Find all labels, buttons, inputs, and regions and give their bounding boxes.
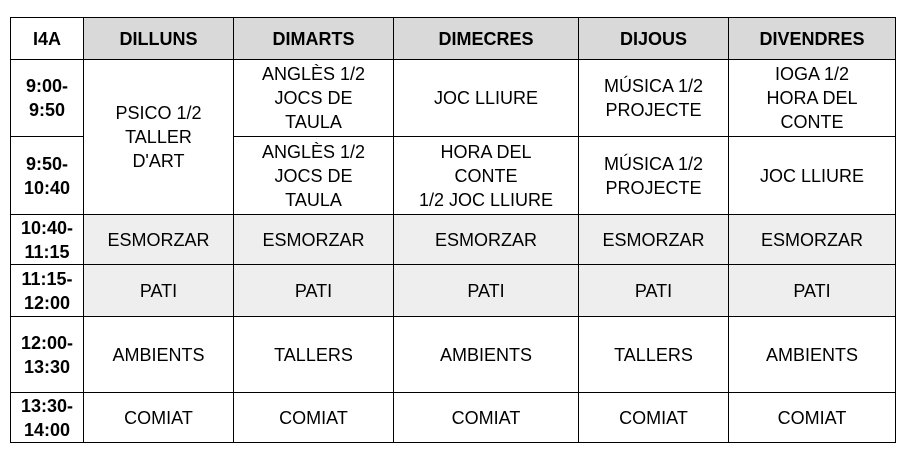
schedule-cell: MÚSICA 1/2 PROJECTE — [579, 60, 729, 137]
class-label: I4A — [11, 18, 84, 60]
schedule-cell: PATI — [394, 265, 579, 317]
schedule-cell: COMIAT — [729, 393, 896, 443]
schedule-cell: IOGA 1/2 HORA DEL CONTE — [729, 60, 896, 137]
schedule-cell: AMBIENTS — [729, 317, 896, 393]
schedule-cell: TALLERS — [579, 317, 729, 393]
schedule-cell: ESMORZAR — [234, 215, 394, 265]
table-row — [11, 317, 896, 393]
day-header-dilluns: DILLUNS — [84, 18, 234, 60]
schedule-cell: COMIAT — [234, 393, 394, 443]
schedule-cell: ESMORZAR — [394, 215, 579, 265]
schedule-cell: PATI — [234, 265, 394, 317]
schedule-cell: COMIAT — [579, 393, 729, 443]
schedule-cell: COMIAT — [394, 393, 579, 443]
day-header-dimecres: DIMECRES — [394, 18, 579, 60]
schedule-cell: PATI — [729, 265, 896, 317]
schedule-cell: MÚSICA 1/2 PROJECTE — [579, 137, 729, 215]
table-row — [11, 60, 896, 137]
schedule-cell: PATI — [84, 265, 234, 317]
schedule-cell: ESMORZAR — [579, 215, 729, 265]
header-row — [11, 18, 896, 60]
day-header-dijous: DIJOUS — [579, 18, 729, 60]
schedule-cell: JOC LLIURE — [729, 137, 896, 215]
schedule-cell: COMIAT — [84, 393, 234, 443]
schedule-cell: PSICO 1/2 TALLER D'ART — [84, 60, 234, 215]
schedule-cell: TALLERS — [234, 317, 394, 393]
schedule-cell: PATI — [579, 265, 729, 317]
time-slot: 13:30- 14:00 — [11, 393, 84, 443]
time-slot: 10:40- 11:15 — [11, 215, 84, 265]
table-row — [11, 215, 896, 265]
schedule-cell: ANGLÈS 1/2 JOCS DE TAULA — [234, 60, 394, 137]
schedule-cell: HORA DEL CONTE 1/2 JOC LLIURE — [394, 137, 579, 215]
time-slot: 12:00- 13:30 — [11, 317, 84, 393]
schedule-cell: JOC LLIURE — [394, 60, 579, 137]
table-row — [11, 265, 896, 317]
timetable — [10, 17, 896, 443]
schedule-cell: ESMORZAR — [84, 215, 234, 265]
day-header-dimarts: DIMARTS — [234, 18, 394, 60]
time-slot: 9:50- 10:40 — [11, 137, 84, 215]
day-header-divendres: DIVENDRES — [729, 18, 896, 60]
schedule-cell: AMBIENTS — [84, 317, 234, 393]
schedule-cell: ANGLÈS 1/2 JOCS DE TAULA — [234, 137, 394, 215]
time-slot: 9:00- 9:50 — [11, 60, 84, 137]
table-row — [11, 393, 896, 443]
schedule-cell: ESMORZAR — [729, 215, 896, 265]
schedule-cell: AMBIENTS — [394, 317, 579, 393]
time-slot: 11:15- 12:00 — [11, 265, 84, 317]
